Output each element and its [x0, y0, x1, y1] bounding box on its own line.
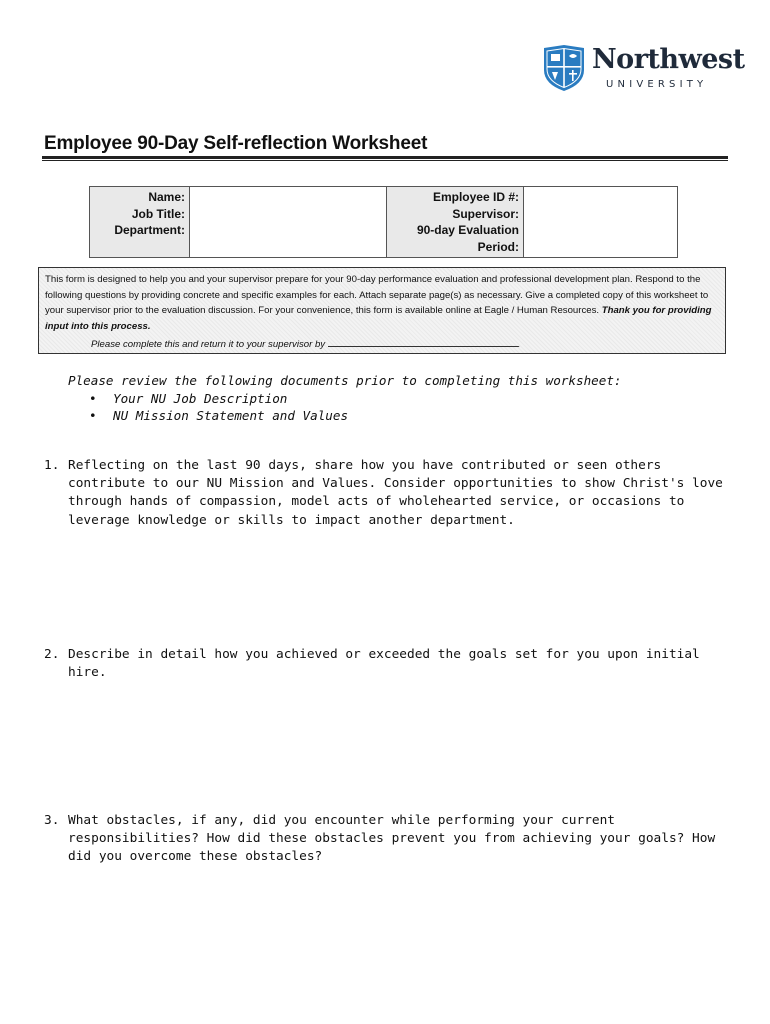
question-1 — [44, 457, 744, 530]
review-heading: Please review the following documents prior to completing this worksheet: — [68, 373, 622, 388]
right-labels-cell — [387, 187, 524, 258]
title-rule-thin — [42, 160, 728, 161]
return-by-text: Please complete this and return it to your supervisor by — [91, 339, 326, 351]
left-labels-cell — [90, 187, 190, 258]
left-fields-cell[interactable] — [190, 187, 387, 258]
employee-id-label: Employee ID #: — [432, 190, 519, 204]
evaluation-period-label: 90-day Evaluation — [416, 223, 519, 237]
question-text: What obstacles, if any, did you encounter while performing your current responsibilities? How did these obstacles prevent you from achieving your goals? How did you overcome these obstacles? — [68, 813, 716, 865]
review-item-mission: NU Mission Statement and Values — [113, 408, 349, 423]
shield-icon — [542, 44, 586, 92]
instructions-text: This form is designed to help you and your supervisor prepare for your 90-day performance evaluation and professional development plan. Respond to the following questions by providing concrete and specific examples for each. Attach separate page(s) as necessary. Give a completed copy of this worksheet to your supervisor prior to the evaluation discussion. For your convenience, this form is available online at Eagle / Human Resources. — [45, 274, 709, 317]
evaluation-period-label-2: Period: — [477, 239, 519, 254]
list-item — [68, 407, 622, 425]
supervisor-label: Supervisor: — [452, 206, 519, 221]
page-title: Employee 90-Day Self-reflection Worksheet — [44, 133, 428, 154]
return-date-field[interactable] — [328, 337, 518, 347]
question-number: 2. — [44, 647, 60, 662]
university-logo — [540, 44, 745, 94]
right-fields-cell[interactable] — [524, 187, 678, 258]
name-label: Name: — [148, 190, 185, 204]
question-2 — [44, 646, 744, 682]
question-text: Reflecting on the last 90 days, share how you have contributed or seen others contribute to our NU Mission and Values. Consider opportunities to show Christ's love through hands of compassion, model acts of wholehearted service, or occasions to leverage knowledge or skills to impact another department. — [68, 458, 723, 528]
thanks-text: Thank you for providing input into this process. — [45, 305, 712, 332]
instructions-box — [38, 267, 726, 354]
question-number: 1. — [44, 458, 60, 473]
bullet-icon: • — [89, 390, 97, 406]
review-section — [68, 372, 622, 425]
question-number: 3. — [44, 813, 60, 828]
job-title-label: Job Title: — [131, 206, 185, 221]
employee-info-table — [89, 186, 678, 258]
question-3 — [44, 812, 744, 867]
department-label: Department: — [114, 223, 185, 237]
bullet-icon: • — [89, 408, 97, 423]
logo-name: Northwest — [592, 44, 745, 75]
review-item-job-description: Your NU Job Description — [113, 390, 288, 406]
list-item — [68, 390, 622, 408]
title-rule — [42, 156, 728, 159]
review-list — [68, 390, 622, 425]
question-text: Describe in detail how you achieved or exceeded the goals set for you upon initial hire. — [68, 647, 700, 681]
logo-subtitle: UNIVERSITY — [606, 79, 708, 90]
return-by-suffix: . — [517, 339, 521, 351]
return-by-line — [45, 337, 719, 353]
